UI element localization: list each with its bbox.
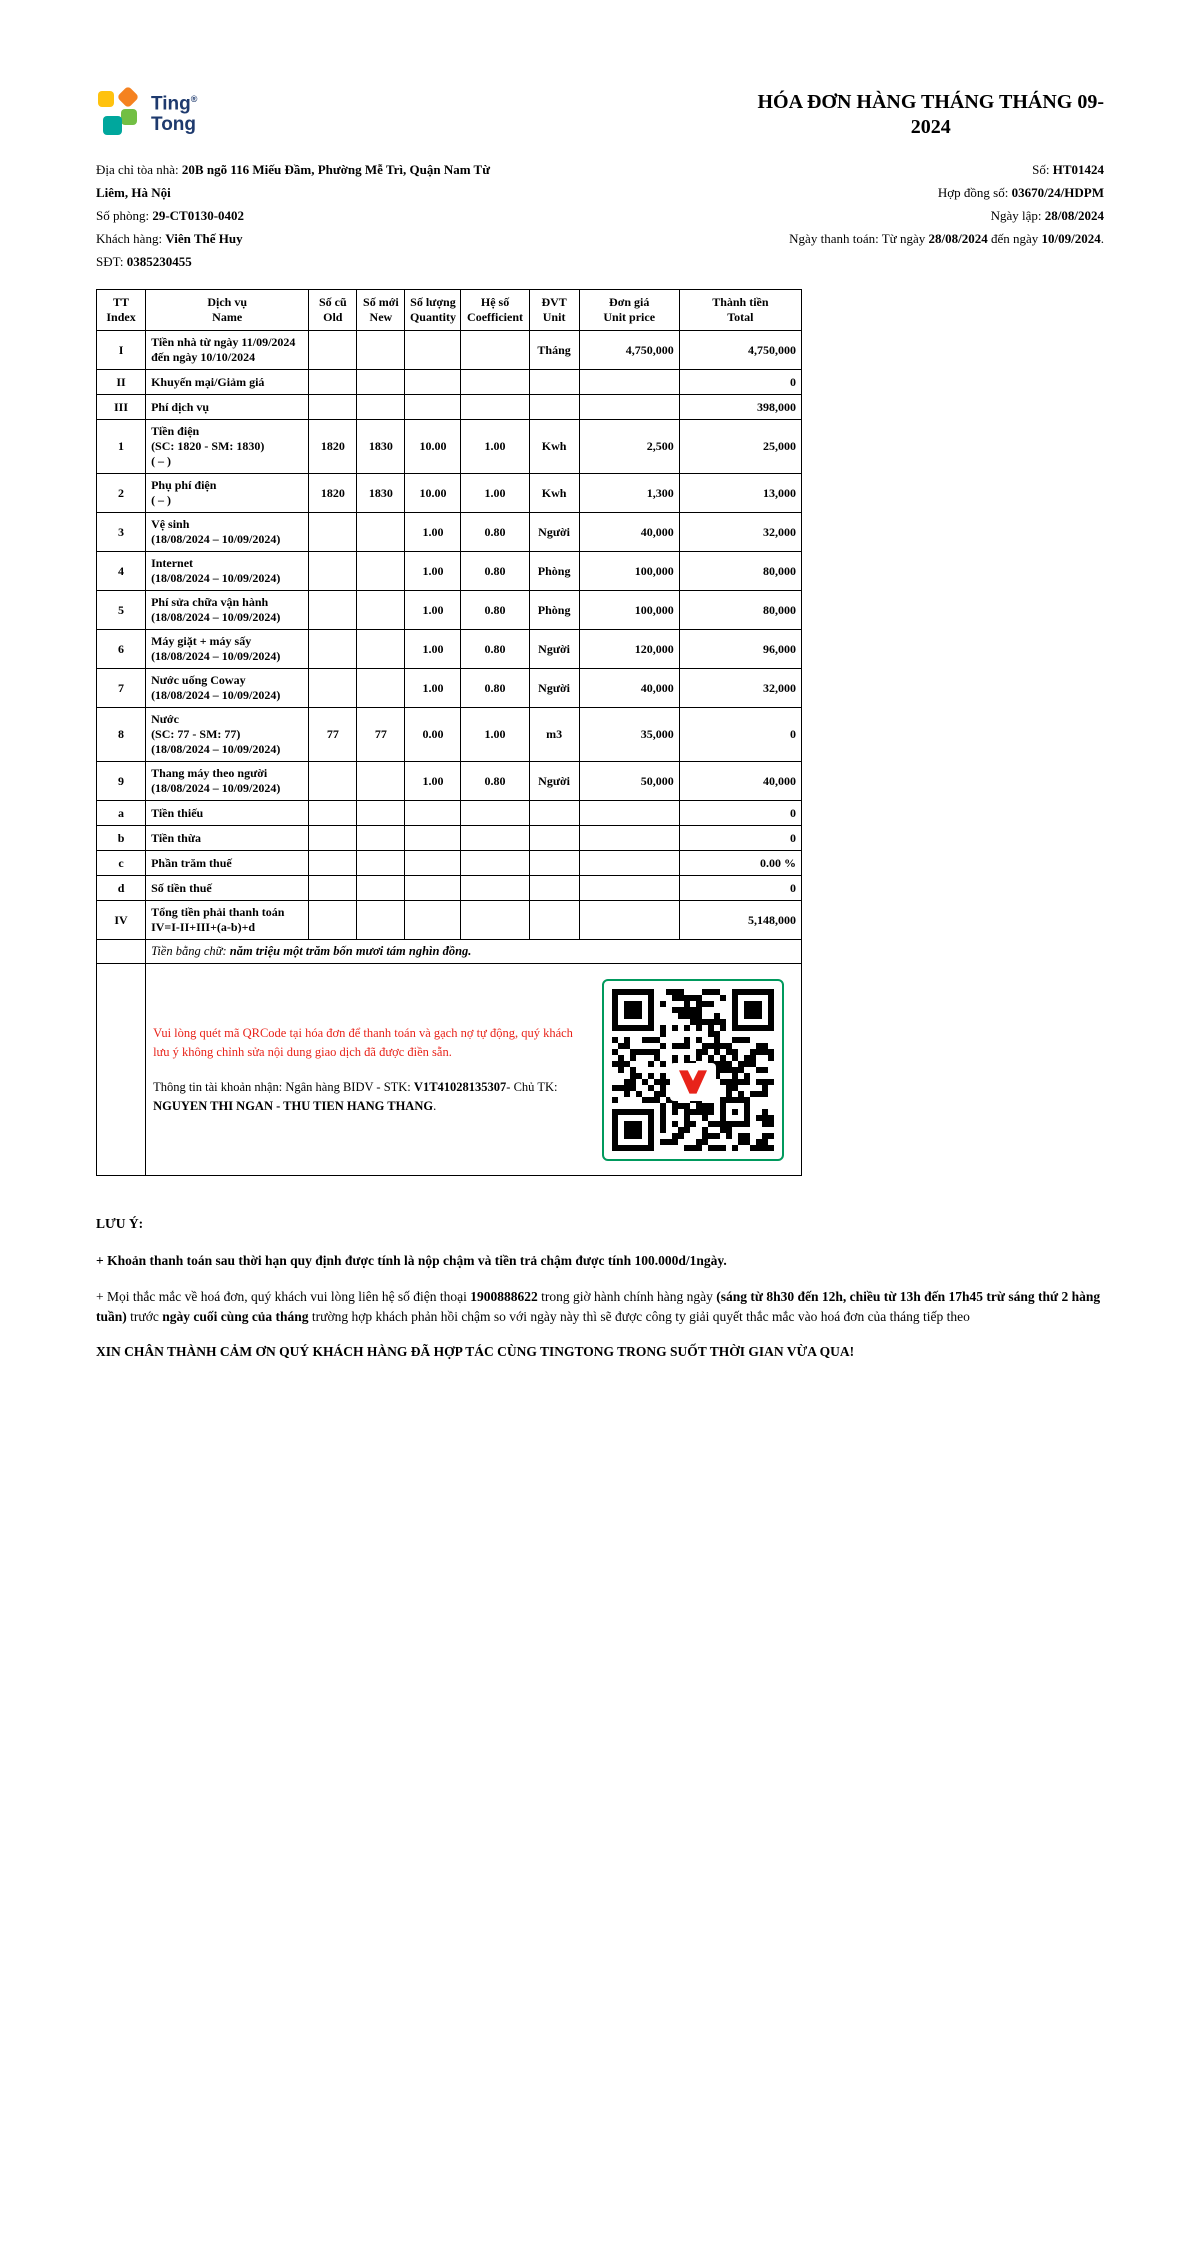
table-row <box>97 420 802 474</box>
invoice-info <box>96 158 1104 273</box>
cell-new <box>357 901 405 940</box>
cell-coefficient: 0.80 <box>461 762 529 801</box>
cell-new: 1830 <box>357 474 405 513</box>
cell-old <box>309 762 357 801</box>
column-header <box>146 290 309 331</box>
cell-coefficient <box>461 331 529 370</box>
table-header-row <box>97 290 802 331</box>
cell-quantity <box>405 370 461 395</box>
cell-quantity <box>405 901 461 940</box>
cell-old <box>309 395 357 420</box>
cell-service-name: Phụ phí điện ( – ) <box>146 474 309 513</box>
account-info-text: Thông tin tài khoản nhận: Ngân hàng BIDV - STK: V1T41028135307- Chủ TK: NGUYEN THI NGAN - THU TIEN HANG THANG. <box>153 1079 558 1113</box>
cell-unit-price: 120,000 <box>579 630 679 669</box>
logo-word-ting: Ting <box>151 93 191 115</box>
cell-index: 8 <box>97 708 146 762</box>
cell-service-name: Khuyến mại/Giảm giá <box>146 370 309 395</box>
cell-unit-price <box>579 851 679 876</box>
column-header <box>529 290 579 331</box>
cell-index: 9 <box>97 762 146 801</box>
cell-old <box>309 851 357 876</box>
cell-index: II <box>97 370 146 395</box>
cell-total: 0.00 % <box>679 851 801 876</box>
cell-old <box>309 370 357 395</box>
table-row <box>97 876 802 901</box>
cell-empty <box>97 940 146 964</box>
column-header <box>405 290 461 331</box>
cell-unit: Kwh <box>529 474 579 513</box>
cell-unit-price: 1,300 <box>579 474 679 513</box>
cell-new <box>357 826 405 851</box>
cell-unit-price <box>579 901 679 940</box>
cell-quantity: 10.00 <box>405 474 461 513</box>
cell-index: 1 <box>97 420 146 474</box>
vietqr-v-icon <box>679 1070 707 1094</box>
info-line: Khách hàng: Viên Thế Huy <box>96 231 243 246</box>
info-line: Địa chỉ tòa nhà: 20B ngõ 116 Miếu Đầm, Phường Mễ Trì, Quận Nam Từ Liêm, Hà Nội <box>96 162 491 200</box>
cell-service-name: Tiền thừa <box>146 826 309 851</box>
cell-old <box>309 513 357 552</box>
cell-service-name: Máy giặt + máy sấy (18/08/2024 – 10/09/2024) <box>146 630 309 669</box>
cell-unit-price: 35,000 <box>579 708 679 762</box>
table-row <box>97 826 802 851</box>
cell-old <box>309 901 357 940</box>
amount-in-words-row <box>97 940 802 964</box>
cell-coefficient <box>461 395 529 420</box>
table-row <box>97 851 802 876</box>
table-row <box>97 370 802 395</box>
cell-coefficient: 0.80 <box>461 630 529 669</box>
column-header-en: Index <box>106 310 136 324</box>
column-header-vi: Dịch vụ <box>207 295 248 309</box>
info-line: Số phòng: 29-CT0130-0402 <box>96 208 245 223</box>
cell-coefficient <box>461 851 529 876</box>
cell-new <box>357 513 405 552</box>
registered-mark: ® <box>190 94 198 105</box>
column-header <box>679 290 801 331</box>
cell-total: 4,750,000 <box>679 331 801 370</box>
column-header-en: Unit price <box>603 310 656 324</box>
cell-quantity: 1.00 <box>405 669 461 708</box>
cell-coefficient <box>461 826 529 851</box>
column-header-en: Unit <box>542 310 566 324</box>
cell-old <box>309 826 357 851</box>
cell-unit-price: 4,750,000 <box>579 331 679 370</box>
cell-total: 40,000 <box>679 762 801 801</box>
cell-index: a <box>97 801 146 826</box>
column-header-en: Old <box>323 310 343 324</box>
cell-unit-price <box>579 370 679 395</box>
tingtong-logo-text <box>151 89 197 134</box>
cell-total: 80,000 <box>679 591 801 630</box>
cell-quantity: 1.00 <box>405 552 461 591</box>
cell-service-name: Tổng tiền phải thanh toán IV=I-II+III+(a-b)+d <box>146 901 309 940</box>
cell-unit-price <box>579 826 679 851</box>
cell-new <box>357 395 405 420</box>
column-header <box>97 290 146 331</box>
cell-new: 77 <box>357 708 405 762</box>
invoice-title-line2: 2024 <box>910 116 951 138</box>
column-header-en: Name <box>212 310 243 324</box>
table-row <box>97 331 802 370</box>
cell-unit: Người <box>529 669 579 708</box>
cell-service-name: Internet (18/08/2024 – 10/09/2024) <box>146 552 309 591</box>
cell-quantity: 0.00 <box>405 708 461 762</box>
column-header-en: Total <box>727 310 754 324</box>
table-row <box>97 901 802 940</box>
notes-heading: LƯU Ý: <box>96 1216 144 1231</box>
cell-service-name: Thang máy theo người (18/08/2024 – 10/09/2024) <box>146 762 309 801</box>
cell-total: 32,000 <box>679 513 801 552</box>
invoice-table <box>96 289 802 1176</box>
cell-total: 13,000 <box>679 474 801 513</box>
cell-service-name: Tiền thiếu <box>146 801 309 826</box>
cell-unit <box>529 801 579 826</box>
payment-cell <box>146 964 802 1176</box>
cell-quantity: 1.00 <box>405 513 461 552</box>
cell-new: 1830 <box>357 420 405 474</box>
cell-total: 0 <box>679 826 801 851</box>
cell-unit <box>529 851 579 876</box>
cell-unit <box>529 826 579 851</box>
cell-quantity <box>405 876 461 901</box>
cell-old: 1820 <box>309 474 357 513</box>
cell-coefficient: 0.80 <box>461 552 529 591</box>
cell-index: I <box>97 331 146 370</box>
cell-coefficient <box>461 370 529 395</box>
info-line: Ngày thanh toán: Từ ngày 28/08/2024 đến ngày 10/09/2024. <box>789 231 1104 246</box>
cell-new <box>357 762 405 801</box>
column-header-vi: Số lượng <box>410 295 456 309</box>
cell-service-name: Phần trăm thuế <box>146 851 309 876</box>
cell-new <box>357 370 405 395</box>
cell-unit-price <box>579 876 679 901</box>
cell-unit <box>529 876 579 901</box>
cell-service-name: Tiền nhà từ ngày 11/09/2024 đến ngày 10/10/2024 <box>146 331 309 370</box>
cell-service-name: Nước (SC: 77 - SM: 77) (18/08/2024 – 10/09/2024) <box>146 708 309 762</box>
info-line: Ngày lập: 28/08/2024 <box>990 208 1104 223</box>
cell-unit-price: 100,000 <box>579 552 679 591</box>
invoice-title-line1: HÓA ĐƠN HÀNG THÁNG THÁNG 09- <box>757 91 1104 113</box>
cell-coefficient: 0.80 <box>461 513 529 552</box>
cell-unit: Phòng <box>529 552 579 591</box>
cell-service-name: Phí sửa chữa vận hành (18/08/2024 – 10/09/2024) <box>146 591 309 630</box>
cell-old <box>309 876 357 901</box>
cell-new <box>357 876 405 901</box>
table-row <box>97 474 802 513</box>
cell-coefficient: 0.80 <box>461 591 529 630</box>
info-line: Số: HT01424 <box>1032 162 1104 177</box>
cell-old <box>309 331 357 370</box>
column-header-vi: TT <box>113 295 130 309</box>
cell-coefficient: 1.00 <box>461 708 529 762</box>
cell-unit-price <box>579 395 679 420</box>
qr-code <box>602 979 784 1161</box>
cell-unit <box>529 370 579 395</box>
cell-unit-price: 50,000 <box>579 762 679 801</box>
qr-center-logo <box>670 1063 716 1101</box>
column-header-vi: ĐVT <box>541 295 567 309</box>
cell-total: 0 <box>679 801 801 826</box>
qr-instruction-text: Vui lòng quét mã QRCode tại hóa đơn để thanh toán và gạch nợ tự động, quý khách lưu ý không chỉnh sửa nội dung giao dịch đã được điền sẵn. <box>153 1025 573 1059</box>
cell-new <box>357 851 405 876</box>
cell-old <box>309 552 357 591</box>
table-row <box>97 630 802 669</box>
table-row <box>97 552 802 591</box>
cell-old <box>309 630 357 669</box>
cell-empty <box>97 964 146 1176</box>
late-payment-note: + Khoản thanh toán sau thời hạn quy định được tính là nộp chậm và tiền trả chậm được tính 100.000d/1ngày. <box>96 1253 727 1268</box>
cell-unit-price: 2,500 <box>579 420 679 474</box>
column-header-vi: Thành tiền <box>712 295 769 309</box>
invoice-header <box>96 86 1104 140</box>
cell-index: III <box>97 395 146 420</box>
cell-new <box>357 331 405 370</box>
payment-text <box>153 1024 591 1116</box>
cell-old: 1820 <box>309 420 357 474</box>
cell-total: 96,000 <box>679 630 801 669</box>
thanks-note: XIN CHÂN THÀNH CẢM ƠN QUÝ KHÁCH HÀNG ĐÃ HỢP TÁC CÙNG TINGTONG TRONG SUỐT THỜI GIAN VỪA QUA! <box>96 1344 855 1359</box>
cell-coefficient: 0.80 <box>461 669 529 708</box>
cell-quantity <box>405 826 461 851</box>
cell-total: 398,000 <box>679 395 801 420</box>
cell-total: 0 <box>679 876 801 901</box>
cell-new <box>357 552 405 591</box>
cell-new <box>357 630 405 669</box>
cell-service-name: Số tiền thuế <box>146 876 309 901</box>
column-header-en: New <box>369 310 393 324</box>
column-header <box>461 290 529 331</box>
contact-note: + Mọi thắc mắc về hoá đơn, quý khách vui lòng liên hệ số điện thoại 1900888622 trong giờ hành chính hàng ngày (sáng từ 8h30 đến 12h, chiều từ 13h đến 17h45 trừ sáng thứ 2 hàng tuần) trước ngày cuối cùng của tháng trường hợp khách phản hồi chậm so với ngày này thì sẽ được công ty giải quyết thắc mắc vào hoá đơn của tháng tiếp theo <box>96 1289 1101 1324</box>
cell-total: 0 <box>679 708 801 762</box>
column-header-vi: Số cũ <box>318 295 347 309</box>
notes-section <box>96 1214 1104 1362</box>
cell-service-name: Tiền điện (SC: 1820 - SM: 1830) ( – ) <box>146 420 309 474</box>
cell-unit: Người <box>529 630 579 669</box>
table-row <box>97 591 802 630</box>
info-line: SĐT: 0385230455 <box>96 254 192 269</box>
cell-total: 5,148,000 <box>679 901 801 940</box>
cell-quantity <box>405 801 461 826</box>
cell-total: 25,000 <box>679 420 801 474</box>
cell-quantity <box>405 851 461 876</box>
cell-unit <box>529 901 579 940</box>
column-header <box>579 290 679 331</box>
table-row <box>97 801 802 826</box>
cell-old <box>309 591 357 630</box>
column-header-en: Quantity <box>409 310 456 324</box>
cell-unit: Người <box>529 762 579 801</box>
cell-service-name: Nước uống Coway (18/08/2024 – 10/09/2024) <box>146 669 309 708</box>
table-row <box>97 395 802 420</box>
cell-coefficient <box>461 876 529 901</box>
cell-unit: m3 <box>529 708 579 762</box>
cell-index: b <box>97 826 146 851</box>
payment-row <box>97 964 802 1176</box>
cell-index: d <box>97 876 146 901</box>
cell-new <box>357 591 405 630</box>
cell-unit <box>529 395 579 420</box>
column-header <box>357 290 405 331</box>
cell-total: 80,000 <box>679 552 801 591</box>
cell-service-name: Phí dịch vụ <box>146 395 309 420</box>
cell-coefficient: 1.00 <box>461 474 529 513</box>
cell-quantity: 10.00 <box>405 420 461 474</box>
invoice-meta <box>789 158 1104 273</box>
cell-unit: Người <box>529 513 579 552</box>
column-header-vi: Hệ số <box>480 295 510 309</box>
cell-unit: Phòng <box>529 591 579 630</box>
cell-old <box>309 801 357 826</box>
table-row <box>97 708 802 762</box>
cell-quantity: 1.00 <box>405 630 461 669</box>
cell-old: 77 <box>309 708 357 762</box>
tingtong-logo <box>96 86 197 138</box>
logo-word-tong: Tong <box>151 113 197 135</box>
cell-unit-price: 100,000 <box>579 591 679 630</box>
info-line: Hợp đồng số: 03670/24/HDPM <box>937 185 1104 200</box>
cell-unit: Kwh <box>529 420 579 474</box>
cell-index: 3 <box>97 513 146 552</box>
cell-service-name: Vệ sinh (18/08/2024 – 10/09/2024) <box>146 513 309 552</box>
table-row <box>97 513 802 552</box>
cell-new <box>357 801 405 826</box>
cell-quantity: 1.00 <box>405 591 461 630</box>
customer-info <box>96 158 501 273</box>
amount-in-words: Tiền bằng chữ: năm triệu một trăm bốn mươi tám nghìn đồng. <box>146 940 802 964</box>
cell-coefficient <box>461 901 529 940</box>
invoice-title <box>757 90 1104 140</box>
cell-total: 0 <box>679 370 801 395</box>
cell-quantity: 1.00 <box>405 762 461 801</box>
cell-coefficient: 1.00 <box>461 420 529 474</box>
cell-unit-price: 40,000 <box>579 513 679 552</box>
cell-index: 5 <box>97 591 146 630</box>
table-row <box>97 762 802 801</box>
table-row <box>97 669 802 708</box>
cell-total: 32,000 <box>679 669 801 708</box>
tingtong-logo-icon <box>96 86 142 138</box>
cell-index: 6 <box>97 630 146 669</box>
cell-unit-price: 40,000 <box>579 669 679 708</box>
column-header-vi: Số mới <box>363 295 399 309</box>
cell-coefficient <box>461 801 529 826</box>
cell-unit-price <box>579 801 679 826</box>
cell-index: c <box>97 851 146 876</box>
cell-index: 2 <box>97 474 146 513</box>
cell-index: 7 <box>97 669 146 708</box>
cell-quantity <box>405 395 461 420</box>
column-header-vi: Đơn giá <box>609 295 650 309</box>
cell-new <box>357 669 405 708</box>
cell-index: 4 <box>97 552 146 591</box>
cell-quantity <box>405 331 461 370</box>
cell-index: IV <box>97 901 146 940</box>
cell-old <box>309 669 357 708</box>
column-header <box>309 290 357 331</box>
cell-unit: Tháng <box>529 331 579 370</box>
column-header-en: Coefficient <box>467 310 524 324</box>
